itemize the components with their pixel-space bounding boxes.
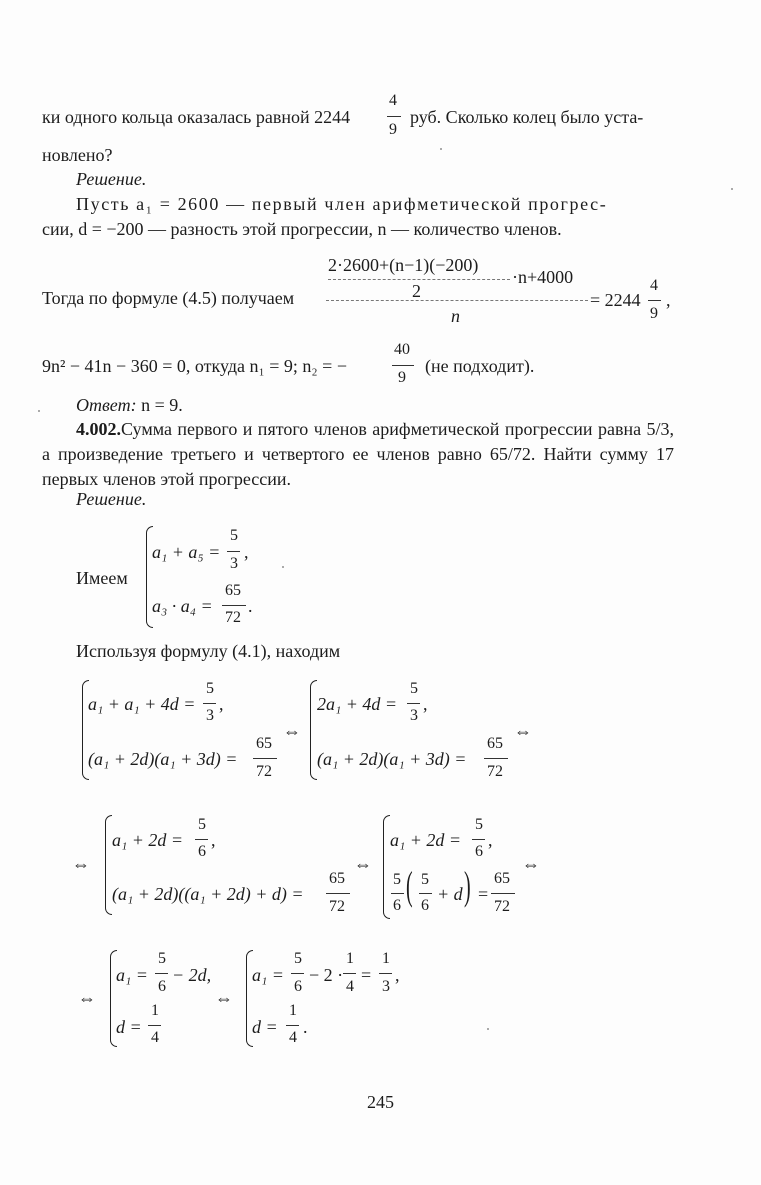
solution1-heading: Решение. xyxy=(76,169,147,189)
sys1-eq1-lhs: a₁ + a₅ = xyxy=(152,542,221,562)
s5-e2-f1-num: 5 xyxy=(393,871,401,888)
s3-e1-tail: , xyxy=(423,694,428,714)
scan-speck xyxy=(282,566,284,568)
s7-e1-f3-bar xyxy=(379,973,392,974)
s7-e1-f2-bar xyxy=(343,973,356,974)
s6-e1-tail: − 2d, xyxy=(172,965,212,985)
s7-e1-f3-den: 3 xyxy=(382,978,390,995)
sys1-eq1-tail: , xyxy=(244,542,249,562)
s6-e2-lhs: d = xyxy=(116,1017,142,1037)
s5-e1-bar xyxy=(472,839,485,840)
problem2-text: Сумма первого и пятого членов арифметической прогрессии равна 5/3, а произведение третьего и четвертого ее членов равно 65/72. Найти сумму 17 первых членов этой прогрессии. xyxy=(42,419,674,489)
s3-e2-num: 65 xyxy=(487,735,503,752)
root2-bar xyxy=(392,365,414,366)
intro-frac-bar xyxy=(387,116,401,117)
s3-e1-den: 3 xyxy=(410,707,418,724)
s7-e1-f2-den: 4 xyxy=(346,978,354,995)
s4-e2-lhs: (a₁ + 2d)((a₁ + 2d) + d) = xyxy=(112,884,304,904)
s2-e1-tail: , xyxy=(219,694,224,714)
s6-e2-num: 1 xyxy=(151,1002,159,1019)
inner-frac-bar xyxy=(328,279,510,280)
s2-e1-num: 5 xyxy=(206,680,214,697)
s7-e2-lhs: d = xyxy=(252,1017,278,1037)
equiv-5: ⇔ xyxy=(522,854,540,874)
quadratic-equation: 9n² − 41n − 360 = 0, откуда n₁ = 9; n₂ = − xyxy=(42,356,347,376)
s6-e1-lhs: a₁ = xyxy=(116,965,148,985)
s2-e2-bar xyxy=(253,758,277,759)
equiv-4: ⇔ xyxy=(354,854,372,874)
s4-e1-lhs: a₁ + 2d = xyxy=(112,830,184,850)
s5-e2-eq: = xyxy=(478,884,489,904)
s2-e2-num: 65 xyxy=(256,735,272,752)
problem2-number: 4.002. xyxy=(76,419,121,439)
answer-label: Ответ: xyxy=(76,395,137,415)
s5-e2-bar xyxy=(491,893,515,894)
s7-e1-f3-num: 1 xyxy=(382,950,390,967)
using-formula: Используя формулу (4.1), находим xyxy=(76,641,341,661)
s5-e1-den: 6 xyxy=(475,843,483,860)
s2-e2-lhs: (a₁ + 2d)(a₁ + 3d) = xyxy=(88,749,238,769)
s7-e1-lhs: a₁ = xyxy=(252,965,284,985)
root2-num: 40 xyxy=(394,341,410,358)
s5-right-paren: ) xyxy=(464,863,471,908)
sys1-eq2-den: 72 xyxy=(225,609,241,626)
scan-speck xyxy=(440,148,442,150)
s6-e1-den: 6 xyxy=(158,978,166,995)
solution1-line1: Пусть a₁ = 2600 — первый член арифметической прогрес- xyxy=(76,194,608,214)
s2-e1-bar xyxy=(203,703,216,704)
s4-e1-den: 6 xyxy=(198,843,206,860)
answer-line xyxy=(76,396,183,414)
s7-e2-den: 4 xyxy=(289,1029,297,1046)
equiv-3: ⇔ xyxy=(72,854,90,874)
system4-brace xyxy=(105,815,112,915)
s5-e2-f1-bar xyxy=(391,893,404,894)
s7-e1-f1-bar xyxy=(291,973,304,974)
s2-e1-lhs: a₁ + a₁ + 4d = xyxy=(88,694,196,714)
sys1-eq2-bar xyxy=(222,605,246,606)
s7-e2-num: 1 xyxy=(289,1002,297,1019)
scan-speck xyxy=(731,188,733,190)
have-label: Имеем xyxy=(76,568,128,588)
s5-e1-num: 5 xyxy=(475,816,483,833)
root2-den: 9 xyxy=(398,369,406,386)
not-fit: (не подходит). xyxy=(425,356,535,376)
intro-line1-text: ки одного кольца оказалась равной 2244 xyxy=(42,107,351,127)
sys1-eq1-den: 3 xyxy=(230,555,238,572)
scan-speck xyxy=(487,1028,489,1030)
s7-e1-f2-num: 1 xyxy=(346,950,354,967)
formula-equals: = 2244 xyxy=(590,290,641,310)
s2-e2-den: 72 xyxy=(256,763,272,780)
s4-e2-bar xyxy=(326,893,350,894)
intro-line2: новлено? xyxy=(42,145,113,165)
problem2-heading: Решение. xyxy=(76,489,147,509)
intro-line1-tail: руб. Сколько колец было уста- xyxy=(410,107,644,127)
s5-e2-plus-d: + d xyxy=(437,884,463,904)
s5-e1-lhs: a₁ + 2d = xyxy=(390,830,462,850)
system5-brace xyxy=(383,815,390,919)
intro-frac-num: 4 xyxy=(389,92,397,109)
equiv-7: ⇔ xyxy=(215,988,233,1008)
formula-intro: Тогда по формуле (4.5) получаем xyxy=(42,288,295,308)
s5-e2-f1-den: 6 xyxy=(393,897,401,914)
sys1-eq1-bar xyxy=(227,551,240,552)
s6-e1-bar xyxy=(155,973,168,974)
s3-e2-lhs: (a₁ + 2d)(a₁ + 3d) = xyxy=(317,749,467,769)
sys1-eq2-num: 65 xyxy=(225,582,241,599)
s6-e1-num: 5 xyxy=(158,950,166,967)
sys1-eq1-num: 5 xyxy=(230,527,238,544)
solution1-line2: сии, d = −200 — разность этой прогрессии, n — количество членов. xyxy=(42,219,562,239)
equiv-1: ⇔ xyxy=(283,721,301,741)
s7-e1-f1-num: 5 xyxy=(294,950,302,967)
s5-e2-num: 65 xyxy=(494,870,510,887)
s4-e1-tail: , xyxy=(211,830,216,850)
s5-e2-f2-den: 6 xyxy=(421,897,429,914)
equiv-6: ⇔ xyxy=(78,988,96,1008)
s3-e1-num: 5 xyxy=(410,680,418,697)
s7-e2-tail: . xyxy=(303,1017,308,1037)
s5-e2-f2-bar xyxy=(419,893,432,894)
s5-e2-den: 72 xyxy=(494,898,510,915)
sys1-eq2-tail: . xyxy=(248,596,253,616)
problem2-statement xyxy=(42,417,674,492)
s3-e1-bar xyxy=(407,703,420,704)
equiv-2: ⇔ xyxy=(514,721,532,741)
s4-e1-bar xyxy=(195,839,208,840)
s3-e2-den: 72 xyxy=(487,763,503,780)
system3-brace xyxy=(310,680,317,780)
intro-frac-den: 9 xyxy=(389,121,397,138)
s4-e1-num: 5 xyxy=(198,816,206,833)
inner-numerator: 2·2600+(n−1)(−200) xyxy=(328,255,479,275)
outer-frac-bar xyxy=(326,300,588,301)
s3-e2-bar xyxy=(484,758,508,759)
page-number: 245 xyxy=(367,1092,394,1112)
intro-line1 xyxy=(42,108,350,126)
rhs-comma: , xyxy=(666,290,671,310)
s6-e2-den: 4 xyxy=(151,1029,159,1046)
s7-e1-f1-den: 6 xyxy=(294,978,302,995)
s2-e1-den: 3 xyxy=(206,707,214,724)
s7-e1-eq: = xyxy=(361,965,372,985)
times-n-plus: ·n+4000 xyxy=(512,267,574,287)
s4-e2-num: 65 xyxy=(329,870,345,887)
scan-speck xyxy=(38,410,40,412)
s7-e1-tail: , xyxy=(395,965,400,985)
inner-denominator: 2 xyxy=(412,281,421,301)
answer-value: n = 9. xyxy=(141,395,183,415)
s7-e1-mid: − 2 · xyxy=(309,965,344,985)
s7-e2-bar xyxy=(286,1025,299,1026)
sys1-eq2-lhs: a₃ · a₄ = xyxy=(152,596,213,616)
rhs-frac-bar xyxy=(648,300,661,301)
rhs-frac-den: 9 xyxy=(650,305,658,322)
s3-e1-lhs: 2a₁ + 4d = xyxy=(317,694,398,714)
s4-e2-den: 72 xyxy=(329,898,345,915)
outer-denominator: n xyxy=(451,306,460,326)
s6-e2-bar xyxy=(148,1025,161,1026)
rhs-frac-num: 4 xyxy=(650,277,658,294)
s5-e2-f2-num: 5 xyxy=(421,871,429,888)
s5-left-paren: ( xyxy=(406,863,413,908)
s5-e1-tail: , xyxy=(488,830,493,850)
